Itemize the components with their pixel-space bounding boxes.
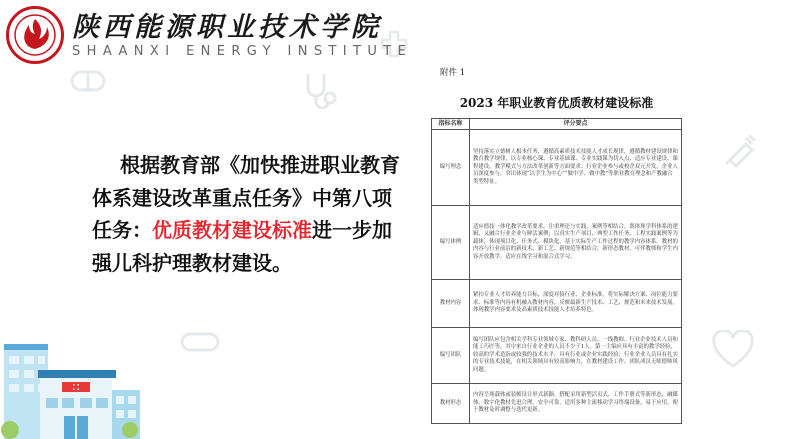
- school-name-en: SHAANXI ENERGY INSTITUTE: [72, 44, 413, 59]
- row-name: 编写体例: [432, 206, 470, 280]
- stethoscope-icon: [300, 70, 340, 110]
- table-row: [432, 280, 682, 328]
- document-title: 2023 年职业教育优质教材建设标准: [459, 96, 654, 110]
- hospital-illustration: [0, 326, 140, 439]
- column-header-name: 指标名称: [432, 119, 470, 130]
- column-header-requirements: 评分要点: [470, 119, 682, 130]
- main-paragraph: [92, 149, 406, 279]
- table-row: [432, 206, 682, 280]
- document-attachment-label: 附件 1: [440, 68, 466, 78]
- row-name: 教材内容: [432, 280, 470, 328]
- heart-pulse-icon: [710, 330, 756, 370]
- school-name-cn: 陕西能源职业技术学院: [72, 12, 382, 43]
- table-row: [432, 384, 682, 424]
- main-text-part2: 进一步加强儿科护理教材建设。: [92, 218, 392, 275]
- row-name: 编写团队: [432, 328, 470, 384]
- row-requirements: 编写团队应包含相关学科专业领域专家、教科研人员、一线教师、行业企业技术人员和能工巧匠等，其中来自行业企业的人员不少于1人。第一主编应具有丰富的教学经验，较高的学术造诣或较强的技术水平，具有行业或企业实践经验；行业企业人员具有扎实的专业技术技能，在相关领域具有较高影响力，在教材建设工作、团队成员无师德师风问题。: [470, 328, 682, 384]
- table-row: [432, 130, 682, 206]
- row-requirements: 内容呈现载体或装帧设计形式新颖、搭配采用新型活页式、工作手册式等新形态；融媒体、数字化教材先进合理，安全可靠，适用多种主流移动学习终端设备，易于应用，便于教材及时调整与迭代更新。: [470, 384, 682, 424]
- school-logo: [6, 6, 412, 64]
- row-requirements: 适应德技一体化教学改革要求，注重理论与实践、案例等相结合，既体现学科体系的逻辑，又融合行业企业与鲜活案例；以真实生产项目、典型工作任务、工程实践案例等为载体，体现项目化、任务式、模块化，基于实际生产工作过程的教学内容体系。教材的内容与行业前沿的新技术、新工艺、新规范等相结合，新形态教材、可伴教师和学生内容开放教学、适应在线学习和混合式学习。: [470, 206, 682, 280]
- row-name: 编写理念: [432, 130, 470, 206]
- row-requirements: 坚持落实立德树人根本任务，遵循高素质技术技能人才成长规律，遵循教材建设规律和教育教学规律，以专业核心课、专业基础课、专业实践课为切入点，适应专业建设、课程建设、教学模式与方法改革创新等方面要求；行业企业参与或校企双元开发，企业人员深度参与，突出体现“以学生为中心”“做中学、做中教”等职业教育理念和产教融合类型特征。: [470, 130, 682, 206]
- table-row: [432, 328, 682, 384]
- school-emblem-icon: [6, 6, 64, 64]
- main-text-highlight: 优质教材建设标准: [152, 218, 312, 242]
- main-text-part1: 根据教育部《加快推进职业教育体系建设改革重点任务》中第八项任务：: [92, 153, 400, 242]
- table-header-row: [432, 119, 682, 130]
- standards-table: [431, 118, 682, 424]
- syringe-icon: [720, 130, 760, 170]
- pill-icon: [70, 70, 106, 92]
- row-name: 教材形态: [432, 384, 470, 424]
- bandage-icon: [180, 330, 220, 354]
- standards-document: [423, 60, 690, 414]
- row-requirements: 紧扣专业人才培养能力目标，深度对接行业、企业标准，将实际解决方案、岗位能力要求、标准等内容有机融入教材内容，反映最新生产技术、工艺、规范和未来技术发展。体现教学内容要求及高素质技术技能人才培养特色。: [470, 280, 682, 328]
